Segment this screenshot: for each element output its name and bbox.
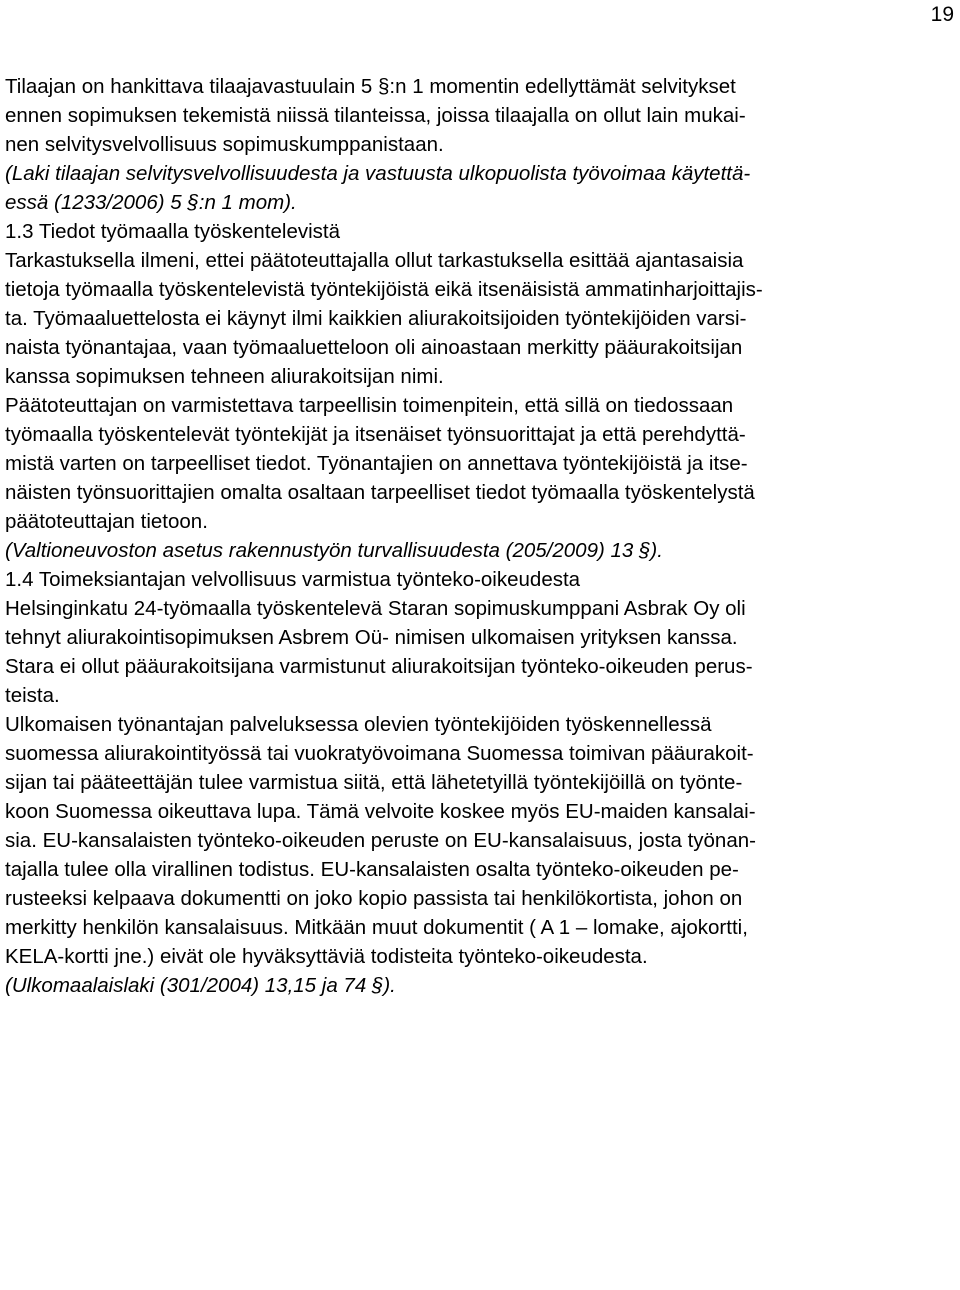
text-line: Stara ei ollut pääurakoitsijana varmistunut aliurakoitsijan työnteko-oikeuden perus- [5, 655, 753, 678]
text-line: rusteeksi kelpaava dokumentti on joko kopio passista tai henkilökortista, johon on [5, 887, 743, 910]
text-line: ennen sopimuksen tekemistä niissä tilanteissa, joissa tilaajalla on ollut lain mukai- [5, 104, 746, 127]
text-line: mistä varten on tarpeelliset tiedot. Työnantajien on annettava työntekijöistä ja itse- [5, 452, 748, 475]
text-line: essä (1233/2006) 5 §:n 1 mom). [5, 191, 297, 214]
body-paragraph [5, 391, 945, 536]
page-number: 19 [930, 3, 954, 26]
legal-citation [5, 159, 945, 217]
text-line: ta. Työmaaluettelosta ei käynyt ilmi kaikkien aliurakoitsijoiden työntekijöiden varsi- [5, 307, 747, 330]
text-line: Tarkastuksella ilmeni, ettei päätoteuttajalla ollut tarkastuksella esittää ajantasaisia [5, 249, 744, 272]
text-line: Helsinginkatu 24-työmaalla työskentelevä Staran sopimuskumppani Asbrak Oy oli [5, 597, 746, 620]
text-line: 1.4 Toimeksiantajan velvollisuus varmistua työnteko-oikeudesta [5, 568, 581, 591]
text-line: Päätoteuttajan on varmistettava tarpeellisin toimenpitein, että sillä on tiedossaan [5, 394, 734, 417]
text-line: tehnyt aliurakointisopimuksen Asbrem Oü- nimisen ulkomaisen yrityksen kanssa. [5, 626, 738, 649]
text-line: Tilaajan on hankittava tilaajavastuulain 5 §:n 1 momentin edellyttämät selvitykset [5, 75, 736, 98]
text-line: sijan tai pääteettäjän tulee varmistua siitä, että lähetetyillä työntekijöillä on työnte- [5, 771, 743, 794]
text-line: teista. [5, 684, 60, 707]
text-line: Ulkomaisen työnantajan palveluksessa olevien työntekijöiden työskennellessä [5, 713, 712, 736]
body-paragraph [5, 72, 945, 159]
text-line: merkitty henkilön kansalaisuus. Mitkään muut dokumentit ( A 1 – lomake, ajokortti, [5, 916, 748, 939]
text-line: kanssa sopimuksen tehneen aliurakoitsijan nimi. [5, 365, 444, 388]
section-heading [5, 565, 945, 594]
text-line: tajalla tulee olla virallinen todistus. EU-kansalaisten osalta työnteko-oikeuden pe- [5, 858, 739, 881]
body-paragraph [5, 710, 945, 971]
text-line: (Ulkomaalaislaki (301/2004) 13,15 ja 74 §). [5, 974, 396, 997]
text-line: työmaalla työskentelevät työntekijät ja itsenäiset työnsuorittajat ja että perehdyttä- [5, 423, 746, 446]
text-line: 1.3 Tiedot työmaalla työskentelevistä [5, 220, 341, 243]
section-heading [5, 217, 945, 246]
text-line: päätoteuttajan tietoon. [5, 510, 208, 533]
document-body [5, 72, 945, 1000]
text-line: sia. EU-kansalaisten työnteko-oikeuden peruste on EU-kansalaisuus, josta työnan- [5, 829, 756, 852]
text-line: näisten työnsuorittajien omalta osaltaan tarpeelliset tiedot työmaalla työskentelystä [5, 481, 755, 504]
body-paragraph [5, 594, 945, 710]
text-line: (Laki tilaajan selvitysvelvollisuudesta ja vastuusta ulkopuolista työvoimaa käytettä- [5, 162, 751, 185]
text-line: suomessa aliurakointityössä tai vuokratyövoimana Suomessa toimivan pääurakoit- [5, 742, 754, 765]
text-line: (Valtioneuvoston asetus rakennustyön turvallisuudesta (205/2009) 13 §). [5, 539, 663, 562]
text-line: KELA-kortti jne.) eivät ole hyväksyttäviä todisteita työnteko-oikeudesta. [5, 945, 648, 968]
text-line: nen selvitysvelvollisuus sopimuskumppanistaan. [5, 133, 444, 156]
text-line: naista työnantajaa, vaan työmaaluetteloon oli ainoastaan merkitty pääurakoitsijan [5, 336, 743, 359]
text-line: koon Suomessa oikeuttava lupa. Tämä velvoite koskee myös EU-maiden kansalai- [5, 800, 756, 823]
legal-citation [5, 971, 945, 1000]
text-line: tietoja työmaalla työskentelevistä työntekijöistä eikä itsenäisistä ammatinharjoittajis- [5, 278, 763, 301]
body-paragraph [5, 246, 945, 391]
legal-citation [5, 536, 945, 565]
